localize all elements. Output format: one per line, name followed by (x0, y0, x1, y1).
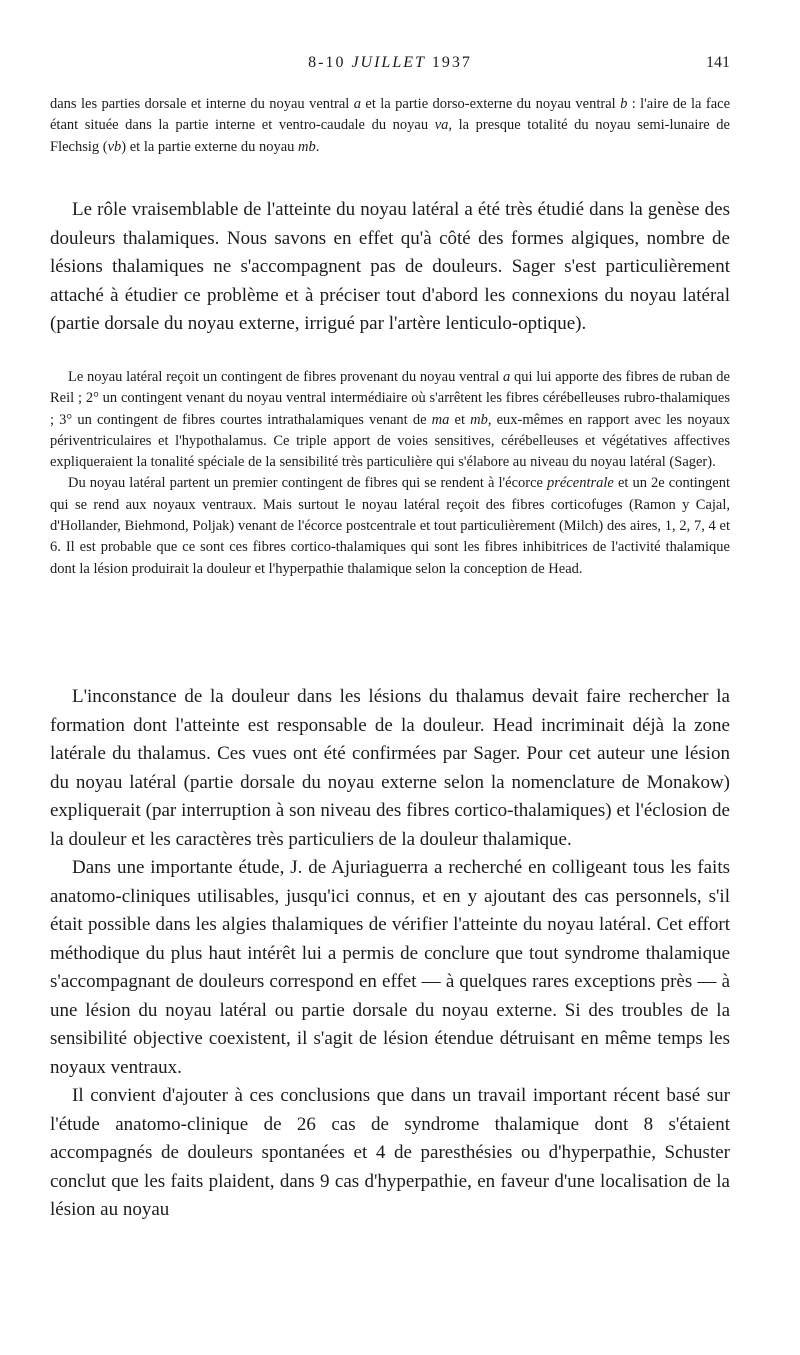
page-header (50, 54, 730, 82)
header-year: 1937 (425, 54, 472, 71)
running-title (50, 54, 730, 72)
note-paragraph-efferents: Du noyau latéral partent un premier contingent de fibres qui se rendent à l'écorce précentrale et un 2e contingent qui se rend aux noyaux ventraux. Mais surtout le noyau latéral reçoit des fibres corticofuges (Ramon y Cajal, d'Hollander, Biehmond, Poljak) venant de l'écorce postcentrale et tout particulièrement (Milch) des aires, 1, 2, 7, 4 et 6. Il est probable que ce sont ces fibres cortico-thalamiques qui sont les fibres inhibitrices de l'activité thalamique dont la lésion produirait la douleur et l'hyperpathie thalamique selon la conception de Head. (50, 475, 730, 577)
body-paragraph-lateral-nucleus: Le rôle vraisemblable de l'atteinte du noyau latéral a été très étudié dans la genèse des douleurs thalamiques. Nous savons en effet qu'à côté des formes algiques, nombre de lésions thalamiques ne s'accompagnent pas de douleurs. Sager s'est particulièrement attaché à étudier ce problème et à préciser tout d'abord les connexions du noyau latéral (partie dorsale du noyau externe, irrigué par l'artère lenticulo-optique). (50, 199, 730, 334)
note-paragraph-afferents: Le noyau latéral reçoit un contingent de fibres provenant du noyau ventral a qui lui apporte des fibres de ruban de Reil ; 2° un contingent venant du noyau ventral intermédiaire où s'arrêtent les fibres cérébelleuses rubro-thalamiques ; 3° un contingent de fibres courtes intrathalamiques venant de ma et mb, eux-mêmes en rapport avec les noyaux périventriculaires et l'hypothalamus. Ce triple apport de voies sensitives, cérébelleuses et végétatives affectives expliqueraient la tonalité spéciale de la sensibilité très particulière qui s'élabore au niveau du noyau latéral (Sager). (50, 369, 730, 471)
header-date: 8-10 (308, 54, 352, 71)
body-paragraph-schuster: Il convient d'ajouter à ces conclusions que dans un travail important récent basé sur l'étude anatomo-clinique de 26 cas de syndrome thalamique dont 8 s'étaient accompagnés de douleurs spontanées et 4 de paresthésies ou d'hyperpathie, Schuster conclut que les faits plaident, dans 9 cas d'hyperpathie, en faveur d'une localisation de la lésion au noyau (50, 1085, 730, 1220)
page-number: 141 (706, 54, 730, 71)
body-paragraph-inconstance: L'inconstance de la douleur dans les lésions du thalamus devait faire rechercher la formation dont l'atteinte est responsable de la douleur. Head incriminait déjà la zone latérale du thalamus. Ces vues ont été confirmées par Sager. Pour cet auteur une lésion du noyau latéral (partie dorsale du noyau externe selon la nomenclature de Monakow) expliquerait (par interruption à son niveau des fibres cortico-thalamiques) et l'éclosion de la douleur et les caractères très particuliers de la douleur thalamique. (50, 686, 730, 850)
notes-block (50, 367, 730, 580)
intro-paragraph: dans les parties dorsale et interne du noyau ventral a et la partie dorso-externe du noyau ventral b : l'aire de la face étant située dans la partie interne et ventro-caudale du noyau va, la presque totalité du noyau semi-lunaire de Flechsig (vb) et la partie externe du noyau mb. (50, 96, 731, 155)
body-paragraph-ajuriaguerra: Dans une importante étude, J. de Ajuriaguerra a recherché en colligeant tous les faits anatomo-cliniques utilisables, jusqu'ici connus, et en y ajoutant des cas personnels, s'il était possible dans les algies thalamiques de vérifier l'atteinte du noyau latéral. Cet effort méthodique du plus haut intérêt lui a permis de conclure que tout syndrome thalamique s'accompagnant de douleurs correspond en effet — à quelques rares exceptions près — à une lésion du noyau latéral ou partie dorsale du noyau externe. Si des troubles de la sensibilité objective coexistent, il s'agit de lésion étendue détruisant en même temps les noyaux ventraux. (50, 857, 730, 1078)
body-section-pain (50, 683, 730, 1225)
header-month: JUILLET (351, 54, 426, 71)
